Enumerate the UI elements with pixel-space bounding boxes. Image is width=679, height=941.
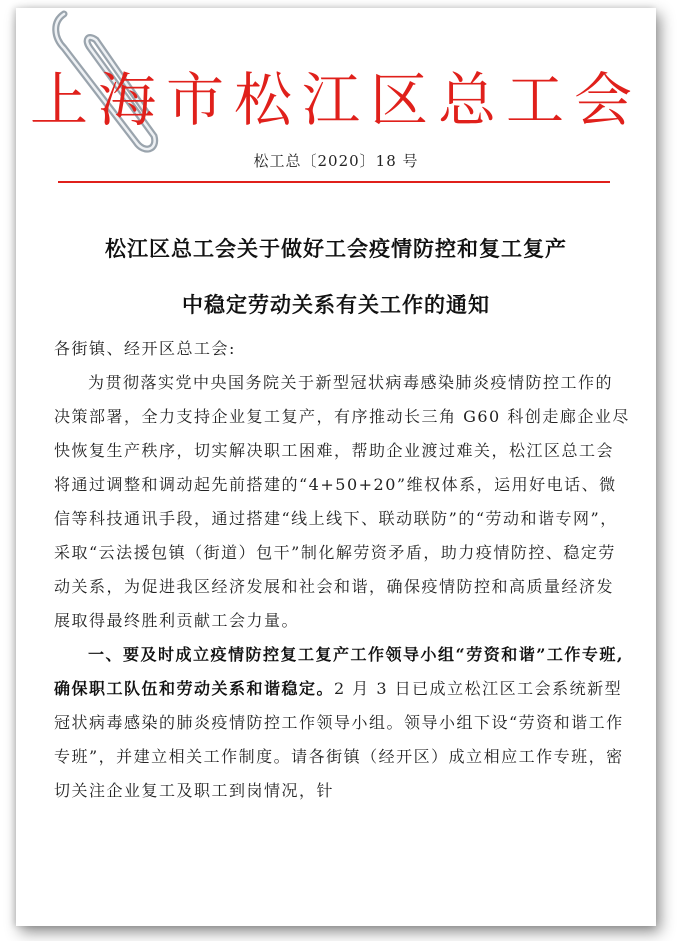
section-1	[54, 638, 630, 808]
paragraph-intro: 为贯彻落实党中央国务院关于新型冠状病毒感染肺炎疫情防控工作的决策部署，全力支持企业复工复产，有序推动长三角 G60 科创走廊企业尽快恢复生产秩序，切实解决职工困难，帮助企业渡过难关，松江区总工会将通过调整和调动起先前搭建的“4+50+20”维权体系，运用好电话、微信等科技通讯手段，通过搭建“线上线下、联动联防”的“劳动和谐专网”，采取“云法援包镇（街道）包干”制化解劳资矛盾，助力疫情防控、稳定劳动关系，为促进我区经济发展和社会和谐，确保疫情防控和高质量经济发展取得最终胜利贡献工会力量。	[54, 373, 630, 630]
org-letterhead-title: 上海市松江区总工会	[29, 66, 642, 134]
document-number: 松工总〔2020〕18 号	[253, 152, 419, 170]
notice-body	[54, 332, 630, 808]
section-1-heading: 一、要及时成立疫情防控复工复产工作领导小组“劳资和谐”工作专班,确保职工队伍和劳动关系和谐稳定。	[54, 645, 624, 698]
notice-title-line1: 松江区总工会关于做好工会疫情防控和复工复产	[105, 237, 567, 261]
salutation: 各街镇、经开区总工会:	[54, 339, 236, 358]
notice-title-line2: 中稳定劳动关系有关工作的通知	[182, 293, 490, 317]
document-page	[16, 8, 656, 926]
section-1-text: 2 月 3 日已成立松江区工会系统新型冠状病毒感染的肺炎疫情防控工作领导小组。领导小组下设“劳资和谐工作专班”，并建立相关工作制度。请各街镇（经开区）成立相应工作专班，密切关注企业复工及职工到岗情况，针	[54, 679, 624, 800]
red-divider	[58, 181, 610, 183]
